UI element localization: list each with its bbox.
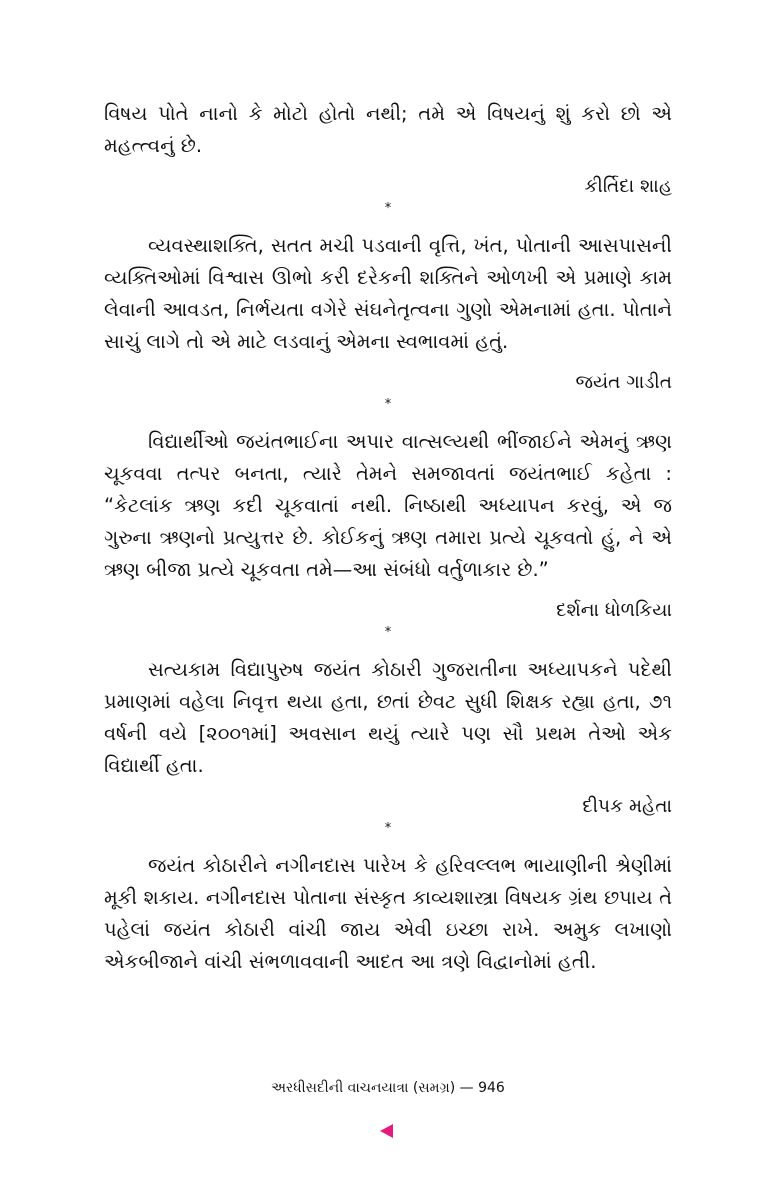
page-content <box>104 98 672 978</box>
quote-5-text: જયંત કોઠારીને નગીનદાસ પારેખ કે હરિવલ્લભ ભાયાણીની શ્રેણીમાં મૂકી શકાય. નગીનદાસ પોતાના સંસ્કૃત કાવ્યશાસ્ત્રા વિષયક ગ્રંથ છપાય તે પહેલાં જયંત કોઠારી વાંચી જાય એવી ઇચ્છા રાખે. અમુક લખાણો એકબીજાને વાંચી સંભળાવવાની આદત આ ત્રણે વિદ્વાનોમાં હતી. <box>104 854 672 973</box>
quote-3-text: વિદ્યાર્થીઓ જયંતભાઈના અપાર વાત્સલ્યથી ભીંજાઈને એમનું ઋણ ચૂકવવા તત્પર બનતા, ત્યારે તેમને સમજાવતાં જયંતભાઈ કહેતા : “કેટલાંક ઋણ કદી ચૂકવાતાં નથી. નિષ્ઠાથી અધ્યાપન કરવું, એ જ ગુરુના ઋણનો પ્રત્યુત્તર છે. કોઈકનું ઋણ તમારા પ્રત્યે ચૂકવતો હું, ને એ ઋણ બીજા પ્રત્યે ચૂકવતા તમે—આ સંબંધો વર્તુળાકાર છે.” <box>104 430 672 581</box>
quote-1-author: કીર્તિદા શાહ <box>584 176 672 197</box>
separator-4: * <box>384 821 392 836</box>
quote-1-text: વિષય પોતે નાનો કે મોટો હોતો નથી; તમે એ વિષયનું શું કરો છો એ મહત્ત્વનું છે. <box>104 102 672 157</box>
quote-4-author: દીપક મહેતા <box>582 796 672 817</box>
quote-4-text: સત્યકામ વિદ્યાપુરુષ જયંત કોઠારી ગુજરાતીના અધ્યાપકને પદેથી પ્રમાણમાં વહેલા નિવૃત્ત થયા હતા, છતાં છેવટ સુધી શિક્ષક રહ્યા હતા, ૭૧ વર્ષની વયે [૨૦૦૧માં] અવસાન થયું ત્યારે પણ સૌ પ્રથમ તેઓ એક વિદ્યાર્થી હતા. <box>104 658 672 777</box>
previous-page-arrow-icon[interactable] <box>380 1124 393 1138</box>
separator-1: * <box>384 201 392 216</box>
quote-3-author: દર્શના ધોળકિયા <box>556 600 672 621</box>
separator-2: * <box>384 397 392 412</box>
quote-2-author: જયંત ગાડીત <box>575 372 672 393</box>
quote-2-text: વ્યવસ્થાશક્તિ, સતત મચી પડવાની વૃત્તિ, ખંત, પોતાની આસપાસની વ્યક્તિઓમાં વિશ્વાસ ઊભો કરી દરેકની શક્તિને ઓળખી એ પ્રમાણે કામ લેવાની આવડત, નિર્ભયતા વગેરે સંઘનેતૃત્વના ગુણો એમનામાં હતા. પોતાને સાચું લાગે તો એ માટે લડવાનું એમના સ્વભાવમાં હતું. <box>104 234 672 353</box>
separator-3: * <box>384 625 392 640</box>
page-footer: અરધીસદીની વાચનયાત્રા (સમગ્ર) — 946 <box>271 1080 505 1096</box>
